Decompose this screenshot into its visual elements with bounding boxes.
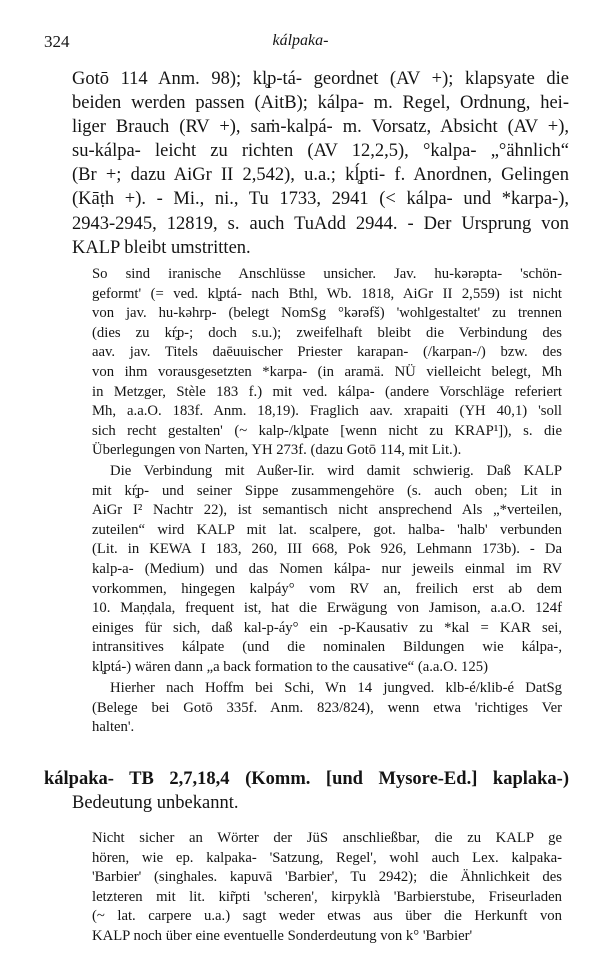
text-line: kalp-a- (Medium) und das Nomen kálpa- nur jeweils einmal im RV	[92, 560, 562, 577]
text-line: aav. jav. Titels daēuuischer Priester karapan- (/karpan-/) bzw. des	[92, 344, 562, 361]
text-line: Überlegungen von Narten, YH 273f. (dazu Gotō 114, mit Lit.).	[92, 442, 462, 459]
commentary-paragraph-iranian	[92, 265, 562, 461]
commentary-paragraph-kalpaka	[92, 829, 562, 947]
entry-meaning-line: Bedeutung unbekannt.	[72, 793, 239, 814]
text-line: sich recht gestalten' (~ kalp-/kl̥pate [wenn nicht zu KRAP¹]), s. die	[92, 422, 562, 439]
text-line: su-kálpa- leicht zu richten (AV 12,2,5), °kalpa- „°ähnlich“	[72, 141, 569, 162]
entry-headword-line: kálpaka- TB 2,7,18,4 (Komm. [und Mysore-Ed.] kaplaka-)	[44, 769, 569, 789]
text-line: liger Brauch (RV +), saṁ-kalpá- m. Vorsatz, Absicht (AV +),	[72, 117, 569, 138]
text-line: 10. Maṇḍala, frequent ist, hat die Erwägung von Jamison, a.a.O. 124f	[92, 600, 562, 617]
text-line: von ihm vorausgesetzten *karpa- (in aramä. NÜ vielleicht belegt, Mh	[92, 363, 562, 380]
entry-kalpaka	[44, 767, 569, 815]
text-line: AiGr I² Nachtr 22), ist semantisch nicht ansprechend Als „*verteilen,	[92, 502, 562, 519]
text-line: beiden werden passen (AitB); kálpa- m. Regel, Ordnung, hei-	[72, 93, 569, 114]
text-line: hören, wie ep. kalpaka- 'Satzung, Regel', wohl auch Lex. kalpaka-	[92, 849, 562, 866]
text-line: So sind iranische Anschlüsse unsicher. Jav. hu-kərəpta- 'schön-	[92, 266, 562, 282]
text-line: letzteren mit lit. kir̃pti 'scheren', kirpyklà 'Barbierstube, Friseurladen	[92, 888, 562, 905]
text-line: KALP noch über eine eventuelle Sonderdeutung von k° 'Barbier'	[92, 927, 473, 944]
running-head: kálpaka-	[272, 32, 329, 49]
text-line: intransitives kálpate (und die nominalen Bildungen wie kálpa-,	[92, 639, 562, 656]
text-line: (~ lat. carpere u.a.) sagt weder etwas aus über die Herkunft von	[92, 908, 562, 925]
text-line: Nicht sicher an Wörter der JüS anschließbar, die zu KALP ge	[92, 830, 562, 846]
text-line: in Metzger, Stèle 183 f.) mit ved. kálpa- (andere Vorschläge referiert	[92, 383, 562, 400]
text-line: (dies zu kŕ̥p-; doch s.u.); zweifelhaft bleibt die Verbindung des	[92, 324, 562, 341]
text-line: vorkommen, hingegen kalpáy° vom RV an, freilich erst ab dem	[92, 580, 562, 597]
text-line: KALP bleibt umstritten.	[72, 237, 251, 258]
text-line: zuteilen“ wird KALP mit lat. scalpere, got. halba- 'halb' verbunden	[92, 521, 562, 538]
text-line: 2943-2945, 12819, s. auch TuAdd 2944. - Der Ursprung von	[72, 213, 569, 234]
text-line: geformt' (= ved. kl̥ptá- nach Bthl, Wb. 1818, AiGr II 2,559) ist nicht	[92, 285, 562, 302]
text-line: (Kāṭh +). - Mi., ni., Tu 1733, 2941 (< kálpa- und *karpa-),	[72, 189, 569, 210]
page-number: 324	[44, 32, 70, 51]
text-line: (Lit. in KEWA I 183, 260, III 668, Pok 926, Lehmann 173b). - Da	[92, 541, 562, 558]
main-paragraph-continuation	[72, 67, 569, 260]
text-line: Hierher nach Hoffm bei Schi, Wn 14 jungved. klb-é/klib-é DatSg	[110, 680, 562, 696]
text-line: (Belege bei Gotō 335f. Anm. 823/824), wenn etwa 'richtiges Ver	[92, 699, 562, 716]
text-line: von jav. hu-kəhrp- (belegt NomSg °kərəfš) 'wohlgestaltet' zu trennen	[92, 305, 562, 322]
text-line: (Br +; dazu AiGr II 2,542), u.a.; kĺ̥pti- f. Anordnen, Gelingen	[72, 165, 569, 186]
page-header	[44, 32, 557, 56]
text-line: Die Verbindung mit Außer-Iir. wird damit schwierig. Daß KALP	[110, 463, 562, 479]
text-line: einiges für sich, daß kal-p-áy° ein -p-Kausativ zu *kal = KAR sei,	[92, 619, 562, 636]
commentary-paragraph-hoffmann	[92, 679, 562, 738]
text-line: halten'.	[92, 719, 135, 736]
commentary-paragraph-outside-iir	[92, 462, 562, 678]
text-line: Mh, a.a.O. 183f. Anm. 18,19). Fraglich aav. xrapaiti (YH 40,1) 'soll	[92, 403, 562, 420]
text-line: 'Barbier' (singhales. kapuvā 'Barbier', Tu 2942); die Ähnlichkeit des	[92, 869, 562, 886]
text-line: mit kŕ̥p- und seiner Sippe zusammengehöre (s. auch oben; Lit in	[92, 482, 562, 499]
text-line: Gotō 114 Anm. 98); kl̥p-tá- geordnet (AV +); klapsyate die	[72, 69, 569, 89]
text-line: kl̥ptá-) wären dann „a back formation to the causative“ (a.a.O. 125)	[92, 658, 488, 675]
